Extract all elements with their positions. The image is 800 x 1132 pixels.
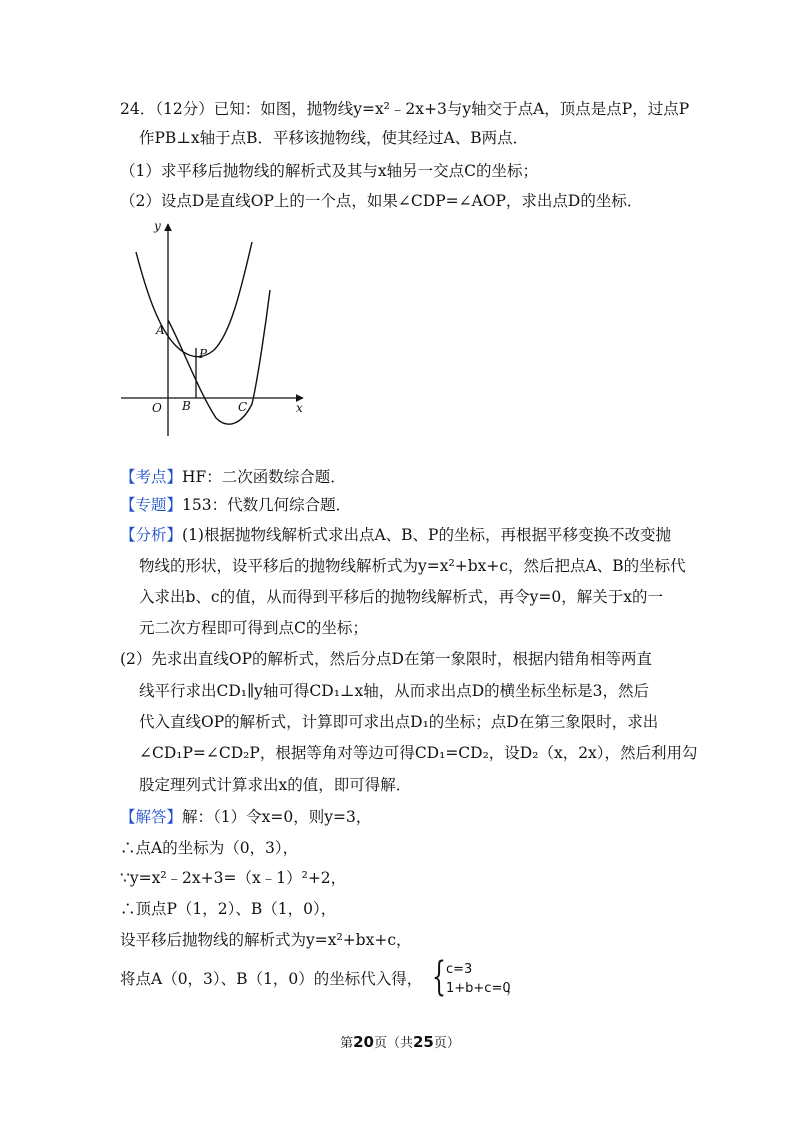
zhuanti-tag: 【专题】: [120, 496, 183, 514]
fenxi-tag: 【分析】: [120, 526, 183, 544]
fenxi-text-2: 物线的形状，设平移后的抛物线解析式为y=x²+bx+c，然后把点A、B的坐标代: [139, 557, 686, 575]
parabola-figure: [118, 210, 318, 442]
problem-line-1: 24．（12分）已知：如图，抛物线y=x²﹣2x+3与y轴交于点A，顶点是点P，过点P: [120, 100, 690, 118]
jieda-text-4: ∴顶点P（1，2）、B（1，0），: [120, 900, 337, 918]
equation-end: ，: [506, 978, 522, 996]
fenxi-text-5: (2）先求出直线OP的解析式，然后分点D在第一象限时，根据内错角相等两直: [120, 650, 652, 668]
footer-post: 页）: [433, 1036, 460, 1051]
jieda-text-6: 将点A（0，3）、B（1，0）的坐标代入得，: [120, 970, 423, 988]
footer-total-pages: 25: [413, 1033, 434, 1051]
equation-1: c=3: [446, 962, 473, 977]
footer-pre: 第: [340, 1036, 354, 1051]
kaodian-tag: 【考点】: [120, 468, 183, 486]
label-x: x: [296, 401, 303, 415]
footer-page-number: 20: [353, 1033, 374, 1051]
equation-brace: {: [432, 954, 446, 1000]
label-y: y: [154, 219, 161, 233]
original-parabola: [136, 242, 252, 357]
zhuanti-row: [120, 494, 351, 516]
label-B: B: [182, 399, 191, 413]
label-P: P: [199, 347, 208, 361]
question-2: （2）设点D是直线OP上的一个点，如果∠CDP=∠AOP，求出点D的坐标．: [120, 192, 643, 210]
fenxi-text-4: 元二次方程即可得到点C的坐标；: [139, 619, 368, 637]
jieda-text-1: 解：（1）令x=0，则y=3，: [182, 808, 372, 826]
fenxi-text-3: 入求出b、c的值，从而得到平移后的抛物线解析式，再令y=0，解关于x的一: [139, 588, 663, 606]
fenxi-text-6: 线平行求出CD₁∥y轴可得CD₁⊥x轴，从而求出点D的横坐标坐标是3，然后: [139, 682, 650, 700]
kaodian-row: [120, 466, 346, 488]
label-C: C: [238, 400, 248, 414]
fenxi-text-7: 代入直线OP的解析式，计算即可求出点D₁的坐标；点D在第三象限时，求出: [139, 713, 659, 731]
fenxi-text-8: ∠CD₁P=∠CD₂P，根据等角对等边可得CD₁=CD₂，设D₂（x，2x），然后利用勾: [139, 744, 698, 762]
jieda-tag: 【解答】: [120, 808, 183, 826]
problem-line-2: 作PB⊥x轴于点B．平移该抛物线，使其经过A、B两点．: [139, 129, 529, 147]
question-1: （1）求平移后抛物线的解析式及其与x轴另一交点C的坐标；: [120, 162, 538, 180]
footer-mid: 页（共: [373, 1036, 413, 1051]
zhuanti-text: 153：代数几何综合题．: [182, 496, 352, 514]
fenxi-row-1: [120, 524, 671, 546]
jieda-text-2: ∴点A的坐标为（0，3），: [120, 839, 299, 857]
kaodian-text: HF：二次函数综合题．: [182, 468, 346, 486]
jieda-text-3: ∵y=x²﹣2x+3=（x﹣1）²+2，: [120, 869, 347, 887]
jieda-row-1: [120, 806, 371, 828]
page-footer: [0, 1032, 800, 1051]
fenxi-text-1: (1)根据抛物线解析式求出点A、B、P的坐标，再根据平移变换不改变抛: [182, 526, 671, 544]
jieda-text-5: 设平移后抛物线的解析式为y=x²+bx+c，: [120, 931, 412, 949]
fenxi-text-9: 股定理列式计算求出x的值，即可得解．: [139, 776, 412, 794]
label-A: A: [156, 323, 165, 337]
equation-2: 1+b+c=0: [446, 981, 511, 996]
label-O: O: [152, 401, 162, 415]
